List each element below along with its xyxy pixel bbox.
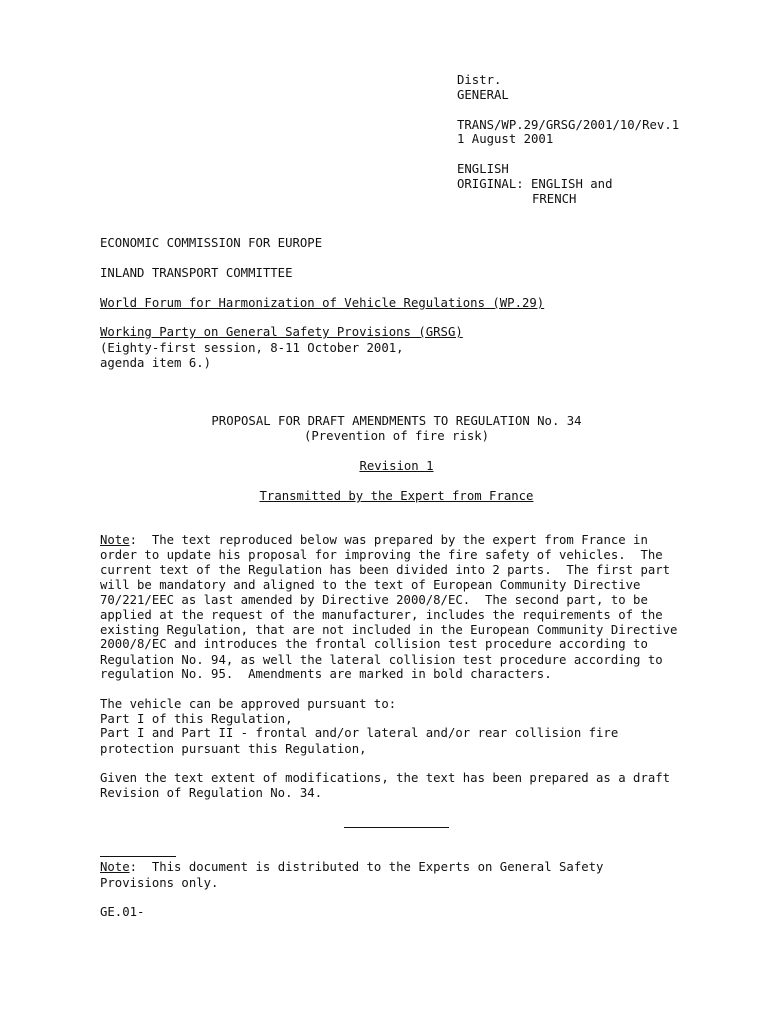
footnote-label: Note xyxy=(100,860,130,874)
footnote-line-1 xyxy=(100,860,603,875)
revision-text: Revision 1 xyxy=(359,459,434,473)
transmitted-text: Transmitted by the Expert from France xyxy=(259,489,534,503)
document-date: 1 August 2001 xyxy=(457,132,554,146)
document-language: ENGLISH xyxy=(457,162,509,176)
footnote-text-1: : This document is distributed to the Experts on General Safety xyxy=(129,860,604,874)
note-line-7: existing Regulation, that are not included in the European Community Directive xyxy=(100,623,678,637)
revision-label xyxy=(0,459,770,474)
note-line-5: 70/221/EEC as last amended by Directive 2000/8/EC. The second part, to be xyxy=(100,593,648,607)
document-symbol: TRANS/WP.29/GRSG/2001/10/Rev.1 xyxy=(457,118,680,132)
approval-line-1: The vehicle can be approved pursuant to: xyxy=(100,697,397,711)
document-subtitle: (Prevention of fire risk) xyxy=(303,429,490,443)
note-line-10: regulation No. 95. Amendments are marked in bold characters. xyxy=(100,667,552,681)
note-text-1: : The text reproduced below was prepared by the expert from France in xyxy=(129,533,648,547)
note-line-8: 2000/8/EC and introduces the frontal collision test procedure according to xyxy=(100,637,648,651)
note-line-9: Regulation No. 94, as well the lateral collision test procedure according to xyxy=(100,653,663,667)
note-line-2: order to update his proposal for improving the fire safety of vehicles. The xyxy=(100,548,663,562)
session-info: (Eighty-first session, 8-11 October 2001, xyxy=(100,341,404,355)
original-language-cont: FRENCH xyxy=(532,192,577,206)
extent-line-2: Revision of Regulation No. 34. xyxy=(100,786,323,800)
original-language: ORIGINAL: ENGLISH and xyxy=(457,177,613,191)
agenda-item: agenda item 6.) xyxy=(100,356,212,370)
forum-name: World Forum for Harmonization of Vehicle Regulations (WP.29) xyxy=(100,296,545,310)
distribution-status: GENERAL xyxy=(457,88,509,102)
transmitted-by xyxy=(0,489,770,504)
approval-line-4: protection pursuant this Regulation, xyxy=(100,742,367,756)
committee-name: INLAND TRANSPORT COMMITTEE xyxy=(100,266,293,280)
distr-label: Distr. xyxy=(457,73,502,87)
extent-line-1: Given the text extent of modifications, the text has been prepared as a draft xyxy=(100,771,671,785)
note-line-3: current text of the Regulation has been divided into 2 parts. The first part xyxy=(100,563,671,577)
footnote-line-2: Provisions only. xyxy=(100,876,219,890)
approval-line-2: Part I of this Regulation, xyxy=(100,712,293,726)
document-title: PROPOSAL FOR DRAFT AMENDMENTS TO REGULATION No. 34 xyxy=(211,414,582,428)
note-label: Note xyxy=(100,533,130,547)
working-party-name: Working Party on General Safety Provisions (GRSG) xyxy=(100,325,463,339)
section-separator xyxy=(344,827,449,828)
job-number: GE.01- xyxy=(100,905,145,919)
commission-name: ECONOMIC COMMISSION FOR EUROPE xyxy=(100,236,323,250)
approval-line-3: Part I and Part II - frontal and/or lateral and/or rear collision fire xyxy=(100,726,619,740)
note-line-4: will be mandatory and aligned to the text of European Community Directive xyxy=(100,578,641,592)
note-line-6: applied at the request of the manufacturer, includes the requirements of the xyxy=(100,608,663,622)
footnote-separator xyxy=(100,856,176,857)
note-line-1 xyxy=(100,533,648,548)
